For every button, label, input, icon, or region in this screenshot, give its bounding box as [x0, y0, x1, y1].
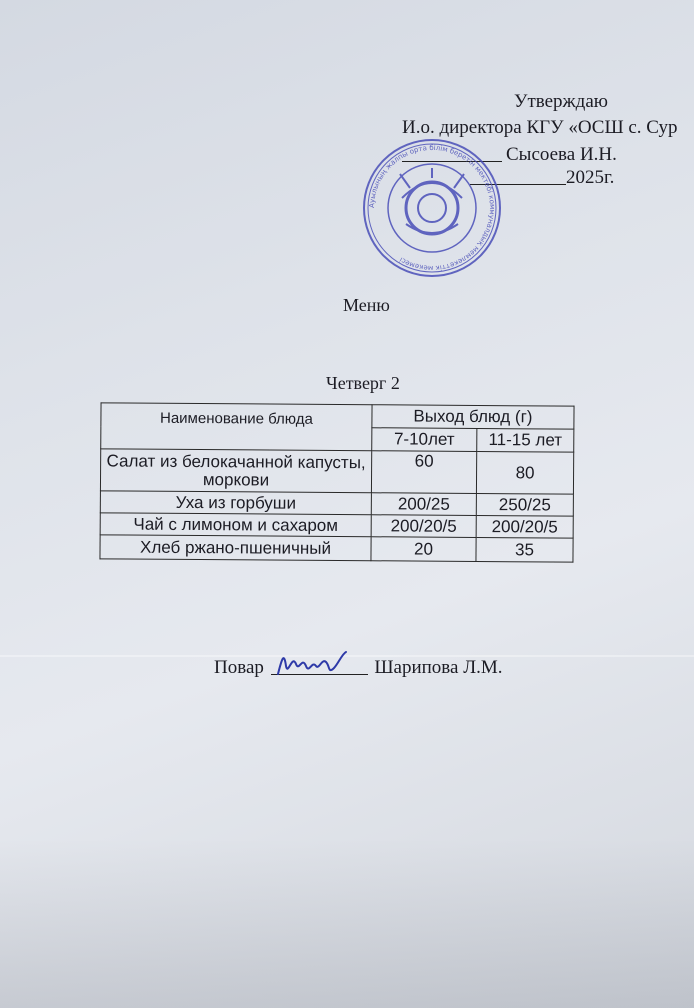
yield-11-15: 35: [476, 537, 573, 562]
dish-name: Чай с лимоном и сахаром: [100, 513, 371, 537]
table-row: [100, 449, 573, 494]
date-suffix: 2025г.: [566, 167, 615, 188]
yield-7-10: 60: [371, 451, 476, 494]
director-title: И.о. директора КГУ «ОСШ с. Сур: [402, 117, 678, 138]
handwritten-signature-icon: [272, 644, 352, 684]
page-shadow: [0, 838, 694, 1008]
stamp-ring-text: Ауылының жалпы орта білім беретін мектебі коммуналдық мемлекеттік мекемесі: [367, 143, 497, 273]
yield-7-10: 200/20/5: [371, 515, 476, 538]
yield-11-15: 80: [476, 451, 573, 494]
cook-label: Повар: [214, 657, 264, 678]
director-name: Сысоева И.Н.: [506, 144, 617, 165]
day-label: Четверг 2: [326, 373, 400, 393]
yield-11-15: 250/25: [476, 493, 573, 516]
age-7-10-header: 7-10лет: [372, 428, 477, 452]
table-row: [100, 535, 573, 562]
dish-name: Салат из белокачанной капусты, моркови: [100, 449, 371, 493]
yield-7-10: 20: [371, 537, 476, 562]
approve-label: Утверждаю: [514, 91, 608, 112]
menu-table: [99, 402, 574, 562]
menu-title: Меню: [343, 295, 390, 315]
yield-header: Выход блюд (г): [372, 405, 574, 429]
table-header-row: [101, 403, 574, 429]
cook-signature-line: [214, 658, 503, 677]
yield-7-10: 200/25: [371, 493, 476, 516]
age-11-15-header: 11-15 лет: [477, 428, 574, 452]
dish-name: Уха из горбуши: [100, 491, 371, 515]
dish-name-header: Наименование блюда: [101, 403, 372, 451]
table-row: [100, 513, 573, 538]
dish-name: Хлеб ржано-пшеничный: [100, 535, 371, 561]
official-stamp-icon: [340, 138, 525, 278]
cook-name: Шарипова Л.М.: [374, 657, 503, 678]
yield-11-15: 200/20/5: [476, 515, 573, 538]
